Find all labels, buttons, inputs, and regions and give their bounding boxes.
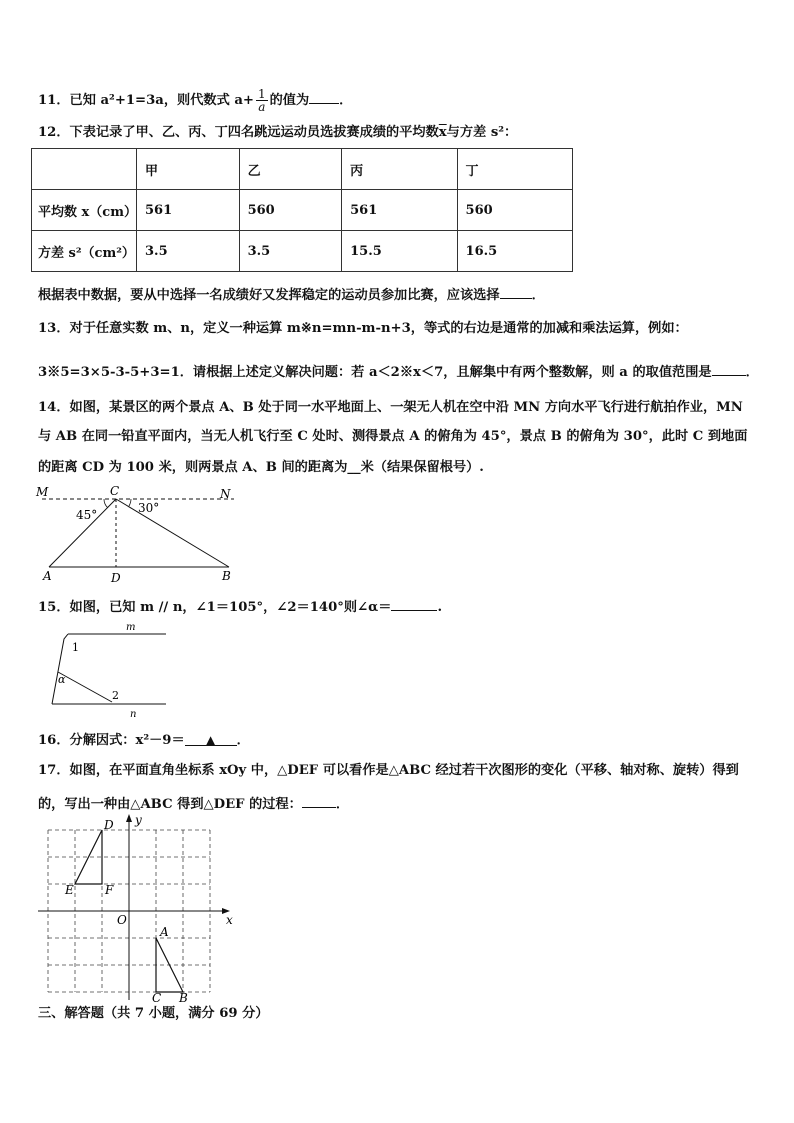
label-c: C (110, 484, 120, 498)
question-14-line1: 14．如图，某景区的两个景点 A、B 处于同一水平地面上、一架无人机在空中沿 MN 方向水平飞行进行航拍作业，MN (38, 400, 743, 415)
q15-end: . (437, 600, 443, 615)
label-d: D (111, 571, 121, 585)
table-header-cell: 乙 (239, 149, 342, 190)
question-14-line2: 与 AB 在同一铅直平面内，当无人机飞行至 C 处时、测得景点 A 的俯角为 45°，景点 B 的俯角为 30°，此时 C 到地面 (38, 429, 748, 444)
q13-answer-blank[interactable] (712, 361, 746, 376)
q15-answer-blank[interactable] (391, 596, 437, 611)
q17-coordinate-figure (34, 812, 246, 1004)
label-b: B (222, 569, 231, 583)
label-angle-30: 30° (138, 501, 160, 515)
y-axis-arrow (126, 814, 132, 822)
transversal-left (52, 634, 68, 704)
table-cell: 3.5 (239, 231, 342, 272)
q13-end: ． (745, 365, 759, 380)
label-angle-45: 45° (76, 508, 98, 522)
q16-answer-blank[interactable]: ▲ (185, 731, 237, 746)
table-cell: 560 (239, 190, 342, 231)
question-14-line3: 的距离 CD 为 100 米，则两景点 A、B 间的距离为__米（结果保留根号）. (38, 460, 484, 475)
question-12-after (38, 284, 545, 305)
question-15 (38, 596, 442, 617)
label-o: O (117, 913, 127, 927)
table-cell: 560 (457, 190, 572, 231)
transversal-middle (58, 672, 112, 702)
label-x: x (226, 913, 233, 927)
q11-fraction (256, 88, 268, 113)
table-row (32, 231, 573, 272)
angle-arc-30 (129, 499, 131, 506)
q11-end: ． (339, 93, 353, 108)
label-n: n (130, 709, 137, 720)
label-a: A (160, 925, 169, 939)
q11-prefix: 11．已知 a²+1=3a，则代数式 a+ (38, 93, 254, 108)
q16-text: 16．分解因式：x²－9＝ (38, 733, 185, 748)
q11-answer-blank[interactable] (309, 89, 339, 104)
q11-frac-num: 1 (257, 87, 266, 101)
label-y: y (135, 813, 142, 827)
label-m: m (126, 622, 136, 633)
table-cell: 16.5 (457, 231, 572, 272)
question-16 (38, 731, 250, 750)
question-13-line1: 13．对于任意实数 m、n，定义一种运算 m※n=mn-m-n+3，等式的右边是通常的加减和乘法运算，例如： (38, 321, 688, 336)
table-header-row (32, 149, 573, 190)
label-e: E (65, 883, 74, 897)
q11-frac-den: a (258, 100, 266, 114)
label-angle-1: 1 (72, 641, 79, 654)
label-a: A (43, 569, 52, 583)
q12-suffix: 与方差 s²： (446, 125, 518, 140)
question-13-line2 (38, 361, 759, 382)
question-12 (38, 124, 517, 142)
table-header-cell (32, 149, 137, 190)
q17-line2-text: 的，写出一种由△ABC 得到△DEF 的过程： (38, 797, 302, 812)
stats-table (31, 148, 573, 272)
table-header-cell: 丙 (342, 149, 457, 190)
q12-end: ． (531, 288, 545, 303)
q15-figure (44, 620, 174, 722)
question-17-line2 (38, 793, 349, 814)
label-angle-2: 2 (112, 689, 119, 702)
table-row-label: 平均数 x（cm） (32, 190, 137, 231)
label-m: M (36, 485, 49, 499)
label-d: D (104, 818, 114, 832)
label-b: B (179, 991, 188, 1004)
table-cell: 561 (137, 190, 240, 231)
table-cell: 561 (342, 190, 457, 231)
question-17-line1: 17．如图，在平面直角坐标系 xOy 中，△DEF 可以看作是△ABC 经过若干次图形的变化（平移、轴对称、旋转）得到 (38, 763, 739, 778)
angle-arc-45 (104, 499, 108, 508)
q13-line2-text: 3※5=3×5-3-5+3=1．请根据上述定义解决问题：若 a＜2※x＜7，且解集中有两个整数解，则 a 的取值范围是 (38, 365, 712, 380)
q12-prefix: 12．下表记录了甲、乙、丙、丁四名跳远运动员选拔赛成绩的平均数 (38, 125, 439, 140)
section-3-title: 三、解答题（共 7 小题，满分 69 分） (38, 1006, 269, 1021)
q17-end: ． (335, 797, 350, 812)
q12-after-text: 根据表中数据，要从中选择一名成绩好又发挥稳定的运动员参加比赛，应该选择 (38, 288, 500, 303)
table-cell: 15.5 (342, 231, 457, 272)
q12-answer-blank[interactable] (500, 284, 532, 299)
label-alpha: α (58, 673, 66, 686)
q14-figure (34, 484, 244, 586)
q11-suffix: 的值为 (269, 93, 310, 108)
q12-xbar: $\overline{x}$ (438, 125, 447, 140)
q15-text: 15．如图，已知 m // n，∠1＝105°，∠2＝140°则∠α＝ (38, 600, 392, 615)
table-cell: 3.5 (137, 231, 240, 272)
label-f: F (105, 883, 114, 897)
label-n: N (220, 487, 231, 501)
label-c: C (152, 991, 162, 1004)
question-11 (38, 88, 352, 113)
q16-end: ． (236, 733, 250, 748)
line-cb (116, 499, 229, 567)
table-header-cell: 丁 (457, 149, 572, 190)
table-row-label: 方差 s²（cm²） (32, 231, 137, 272)
q17-answer-blank[interactable] (302, 793, 336, 808)
table-row (32, 190, 573, 231)
table-header-cell: 甲 (137, 149, 240, 190)
